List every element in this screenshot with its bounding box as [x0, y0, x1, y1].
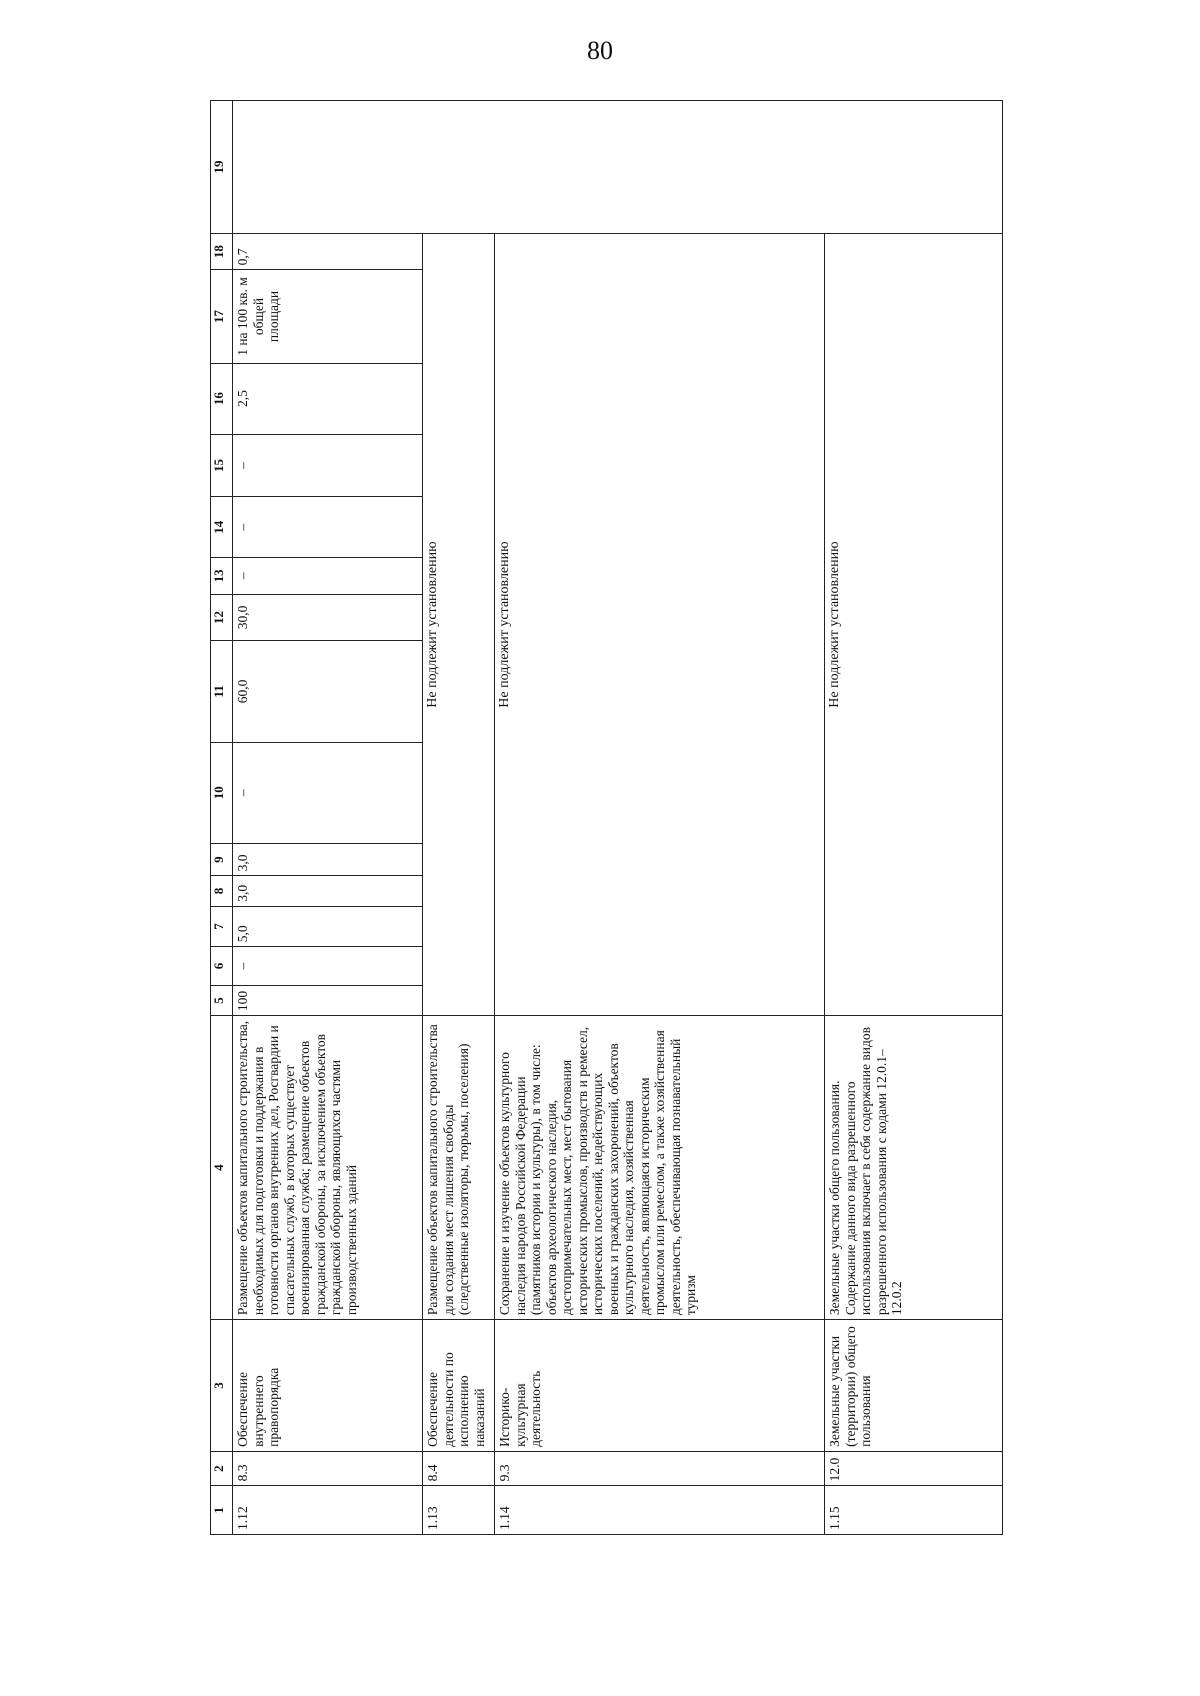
merged-value: Не подлежит установлению [423, 233, 495, 1015]
cell-6: – [233, 947, 423, 986]
table-row [825, 101, 1003, 1535]
header-cell: 7 [211, 906, 233, 947]
land-use-regulations-table [210, 100, 1003, 1535]
row-name: Обеспечение деятельности по исполнению наказаний [423, 1320, 495, 1452]
page-number: 80 [587, 36, 613, 65]
cell-16: 2,5 [233, 363, 423, 434]
header-cell: 3 [211, 1320, 233, 1452]
row-description: Земельные участки общего пользования. Содержание данного вида разрешенного использования включает в себя содержание видов разрешенного использования с кодами 12.0.1–12.0.2 [825, 1016, 1003, 1320]
cell-5: 100 [233, 985, 423, 1015]
merged-value: Не подлежит установлению [825, 233, 1003, 1015]
table-row [423, 101, 495, 1535]
rotated-table-container [210, 100, 1002, 1535]
header-cell: 14 [211, 497, 233, 558]
header-cell: 5 [211, 985, 233, 1015]
cell-19 [233, 101, 1003, 234]
row-number: 1.14 [495, 1486, 825, 1535]
merged-value: Не подлежит установлению [495, 233, 825, 1015]
row-description: Сохранение и изучение объектов культурного наследия народов Российской Федерации (памятников истории и культуры), в том числе: объектов археологического наследия, достопримечательных мест, мест бытования исторических промыслов, производств и ремесел, исторических поселений, недействующих военных и гражданских захоронений, объектов культурного наследия, хозяйственная деятельность, являющаяся историческим промыслом или ремеслом, а также хозяйственная деятельность, обеспечивающая познавательный туризм [495, 1016, 825, 1320]
header-cell: 8 [211, 876, 233, 906]
header-cell: 19 [211, 101, 233, 234]
row-name: Земельные участки (территории) общего пользования [825, 1320, 1003, 1452]
cell-11: 60,0 [233, 641, 423, 742]
header-cell: 17 [211, 270, 233, 363]
header-cell: 15 [211, 434, 233, 497]
row-code: 8.4 [423, 1451, 495, 1485]
cell-15: – [233, 434, 423, 497]
header-cell: 6 [211, 947, 233, 986]
header-row [211, 101, 233, 1535]
cell-14: – [233, 497, 423, 558]
row-name: Обеспечение внутреннего правопорядка [233, 1320, 423, 1452]
header-cell: 13 [211, 558, 233, 594]
row-description: Размещение объектов капитального строительства для создания мест лишения свободы (следственные изоляторы, тюрьмы, поселения) [423, 1016, 495, 1320]
header-cell: 4 [211, 1016, 233, 1320]
header-cell: 2 [211, 1451, 233, 1485]
table-row [233, 101, 423, 1535]
row-name: Историко-культурная деятельность [495, 1320, 825, 1452]
table-row [495, 101, 825, 1535]
row-description: Размещение объектов капитального строительства, необходимых для подготовки и поддержания в готовности органов внутренних дел, Росгвардии и спасательных служб, в которых существует военизированная служба; размещение объектов гражданской обороны, за исключением объектов гражданской обороны, являющихся частями производственных зданий [233, 1016, 423, 1320]
header-cell: 11 [211, 641, 233, 742]
row-number: 1.15 [825, 1486, 1003, 1535]
row-code: 12.0 [825, 1451, 1003, 1485]
row-number: 1.13 [423, 1486, 495, 1535]
cell-7: 5,0 [233, 906, 423, 947]
row-number: 1.12 [233, 1486, 423, 1535]
cell-17: 1 на 100 кв. м общей площади [233, 270, 423, 363]
header-cell: 1 [211, 1486, 233, 1535]
header-cell: 10 [211, 742, 233, 843]
cell-12: 30,0 [233, 594, 423, 641]
row-code: 9.3 [495, 1451, 825, 1485]
header-cell: 18 [211, 233, 233, 269]
header-cell: 9 [211, 843, 233, 875]
row-code: 8.3 [233, 1451, 423, 1485]
cell-13: – [233, 558, 423, 594]
header-cell: 12 [211, 594, 233, 641]
header-cell: 16 [211, 363, 233, 434]
cell-8: 3,0 [233, 876, 423, 906]
cell-18: 0,7 [233, 233, 423, 269]
cell-9: 3,0 [233, 843, 423, 875]
cell-10: – [233, 742, 423, 843]
